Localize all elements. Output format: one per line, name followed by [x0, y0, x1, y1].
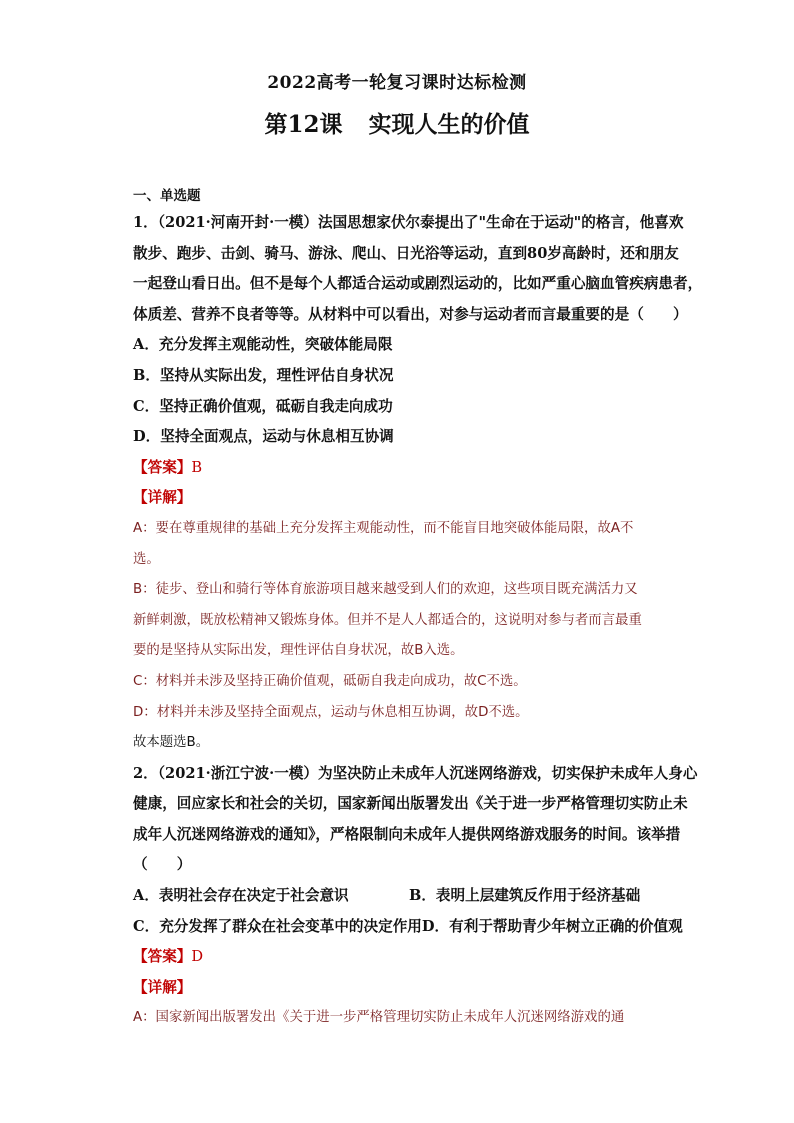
lesson-number: 第12课: [264, 111, 343, 138]
question-text-line: 一起登山看日出。但不是每个人都适合运动或剧烈运动的，比如严重心脑血管疾病患者，: [133, 275, 703, 293]
answer-line: [133, 942, 673, 973]
question-text-line: 健康，回应家长和社会的关切，国家新闻出版署发出《关于进一步严格管理切实防止未: [133, 795, 688, 813]
option-b: B．坚持从实际出发，理性评估自身状况: [133, 366, 394, 384]
option-a: A．表明社会存在决定于社会意识: [133, 887, 349, 905]
lesson-title: 实现人生的价值: [368, 111, 530, 138]
explanation-line: B：徒步、登山和骑行等体育旅游项目越来越受到人们的欢迎，这些项目既充满活力又: [133, 582, 638, 598]
explain-label: 【详解】: [133, 978, 192, 996]
question-text-line: 2．（2021·浙江宁波·一模）为坚决防止未成年人沉迷网络游戏，切实保护未成年人身心: [133, 764, 698, 782]
explanation-line: 要的是坚持从实际出发，理性评估自身状况，故B入选。: [133, 643, 464, 659]
answer-label: 【答案】: [133, 948, 192, 966]
answer-line: [133, 453, 673, 484]
explanation-line: A：国家新闻出版署发出《关于进一步严格管理切实防止未成年人沉迷网络游戏的通: [133, 1010, 625, 1026]
answer-value: B: [191, 458, 203, 476]
option-c: C．充分发挥了群众在社会变革中的决定作用: [133, 917, 422, 935]
answer-label: 【答案】: [133, 458, 192, 476]
option-c: C．坚持正确价值观，砥砺自我走向成功: [133, 397, 393, 415]
explanation-line: 选。: [133, 551, 160, 567]
document-title: 2022高考一轮复习课时达标检测: [267, 73, 527, 93]
option-d: D．坚持全面观点，运动与休息相互协调: [133, 428, 394, 446]
question-text-line: 体质差、营养不良者等等。从材料中可以看出，对参与运动者而言最重要的是（ ）: [133, 305, 688, 323]
lesson-heading: [0, 106, 794, 139]
document-body: [133, 184, 703, 1034]
question-2: [133, 759, 698, 1034]
option-d: D．有利于帮助青少年树立正确的价值观: [421, 917, 683, 935]
explain-label: 【详解】: [133, 489, 192, 507]
explanation-line: C：材料并未涉及坚持正确价值观，砥砺自我走向成功，故C不选。: [133, 673, 527, 689]
option-b: B．表明上层建筑反作用于经济基础: [409, 887, 641, 905]
option-row-cd: [133, 912, 683, 943]
conclusion-line: 故本题选B。: [133, 735, 210, 751]
question-text-line: 成年人沉迷网络游戏的通知》，严格限制向未成年人提供网络游戏服务的时间。该举措: [133, 825, 681, 843]
explanation-line: A：要在尊重规律的基础上充分发挥主观能动性，而不能盲目地突破体能局限，故A不: [133, 520, 634, 536]
question-text-line: （ ）: [133, 856, 192, 874]
question-text-line: 散步、跑步、击剑、骑马、游泳、爬山、日光浴等运动，直到80岁高龄时，还和朋友: [133, 244, 679, 262]
section-heading: 一、单选题: [133, 188, 201, 204]
explanation-line: 新鲜刺激，既放松精神又锻炼身体。但并不是人人都适合的，这说明对参与者而言最重: [133, 612, 642, 628]
explanation-line: D：材料并未涉及坚持全面观点，运动与休息相互协调，故D不选。: [133, 704, 529, 720]
question-text-line: 1．（2021·河南开封·一模）法国思想家伏尔泰提出了"生命在于运动"的格言，他喜欢: [133, 214, 684, 231]
question-1: [133, 208, 703, 759]
answer-value: D: [191, 948, 204, 966]
option-row-ab: [133, 881, 673, 912]
option-a: A．充分发挥主观能动性，突破体能局限: [133, 336, 393, 354]
